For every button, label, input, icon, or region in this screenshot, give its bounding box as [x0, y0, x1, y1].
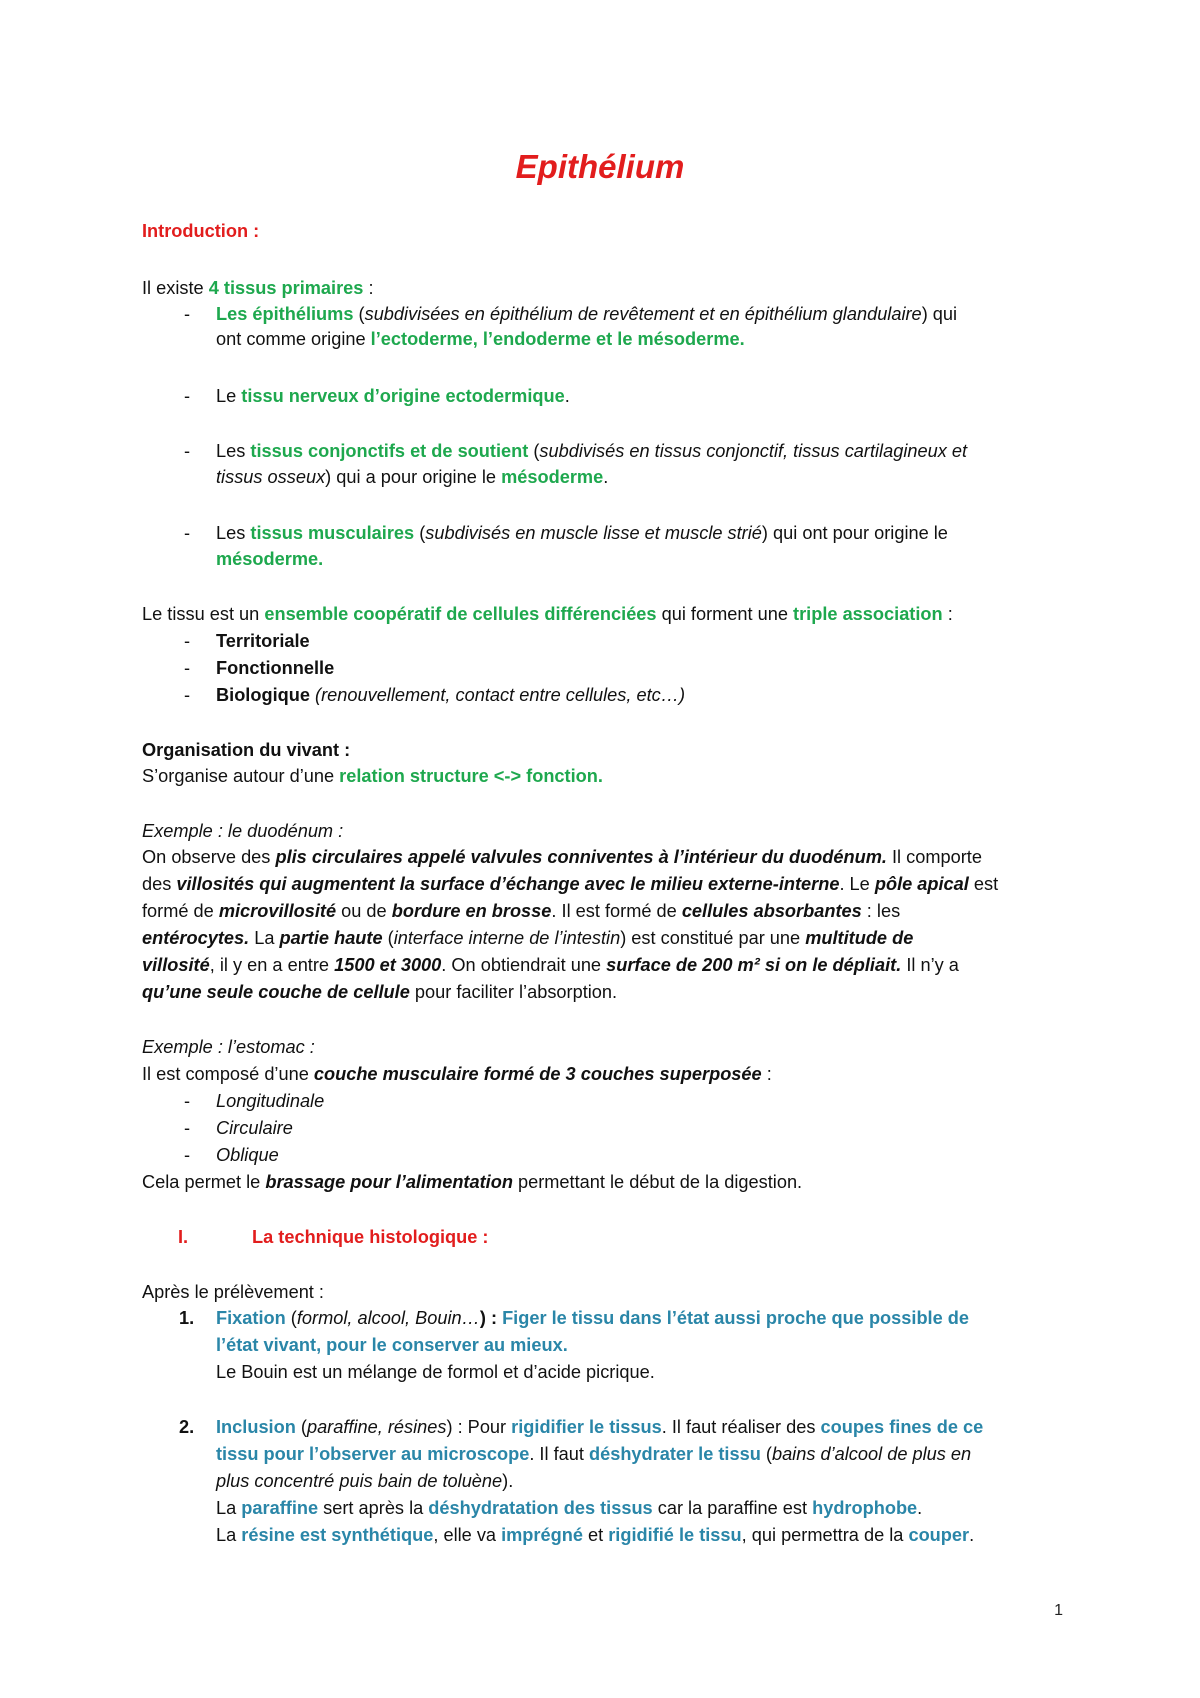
bullet-dash: - — [184, 304, 191, 324]
paragraph-line: formé de microvillosité ou de bordure en brosse. Il est formé de cellules absorbantes : les — [142, 901, 901, 921]
list-item: Oblique — [216, 1145, 279, 1165]
step-line: Le Bouin est un mélange de formol et d’acide picrique. — [216, 1362, 655, 1382]
list-item: Circulaire — [216, 1118, 293, 1138]
list-item: Longitudinale — [216, 1091, 325, 1111]
paragraph-line: qu’une seule couche de cellule pour faciliter l’absorption. — [142, 982, 618, 1002]
bullet-dash: - — [184, 1118, 191, 1138]
bullet-dash: - — [184, 441, 191, 461]
list-item: Biologique (renouvellement, contact entre cellules, etc…) — [216, 685, 686, 705]
paragraph-line: On observe des plis circulaires appelé valvules conniventes à l’intérieur du duodénum. Il comporte — [142, 847, 982, 867]
bullet-dash: - — [184, 685, 191, 705]
intro-heading: Introduction : — [142, 221, 260, 241]
bullet-dash: - — [184, 386, 191, 406]
paragraph-line: villosité, il y en a entre 1500 et 3000. On obtiendrait une surface de 200 m² si on le dépliait. Il n’y a — [142, 955, 959, 975]
bullet-dash: - — [184, 658, 191, 678]
bullet-dash: - — [184, 523, 191, 543]
step-line: Inclusion (paraffine, résines) : Pour rigidifier le tissus. Il faut réaliser des coupes fines de ce — [216, 1417, 984, 1437]
bullet-dash: - — [184, 1091, 191, 1111]
step-number: 1. — [179, 1308, 195, 1328]
list-item-continued: mésoderme. — [216, 549, 324, 569]
list-item-continued: tissus osseux) qui a pour origine le mésoderme. — [216, 467, 609, 487]
bullet-dash: - — [184, 631, 191, 651]
step-line: plus concentré puis bain de toluène). — [216, 1471, 514, 1491]
page-number: 1 — [1054, 1602, 1063, 1619]
step-line: La résine est synthétique, elle va imprégné et rigidifié le tissu, qui permettra de la couper. — [216, 1525, 975, 1545]
page-title: Epithélium — [515, 148, 685, 185]
list-item: Les tissus conjonctifs et de soutient (subdivisés en tissus conjonctif, tissus cartilagineux et — [216, 441, 968, 461]
bullet-dash: - — [184, 1145, 191, 1165]
example-heading: Exemple : l’estomac : — [142, 1037, 315, 1057]
step-line: l’état vivant, pour le conserver au mieux. — [216, 1335, 568, 1355]
section-numeral: I. — [178, 1227, 189, 1247]
list-item: Fonctionnelle — [216, 658, 335, 678]
paragraph-line: Après le prélèvement : — [142, 1282, 324, 1302]
paragraph-line: des villosités qui augmentent la surface d’échange avec le milieu externe-interne. Le pôle apical est — [142, 874, 999, 894]
section-title: La technique histologique : — [252, 1227, 489, 1247]
paragraph-line: Cela permet le brassage pour l’alimentation permettant le début de la digestion. — [142, 1172, 803, 1192]
list-item: Les tissus musculaires (subdivisés en muscle lisse et muscle strié) qui ont pour origine le — [216, 523, 948, 543]
paragraph-line: Il est composé d’une couche musculaire formé de 3 couches superposée : — [142, 1064, 772, 1084]
step-line: Fixation (formol, alcool, Bouin…) : Figer le tissu dans l’état aussi proche que possible de — [216, 1308, 970, 1328]
step-line: tissu pour l’observer au microscope. Il faut déshydrater le tissu (bains d’alcool de plus en — [216, 1444, 972, 1464]
list-item: Les épithéliums (subdivisées en épithélium de revêtement et en épithélium glandulaire) qui — [216, 304, 958, 324]
paragraph-line: Le tissu est un ensemble coopératif de cellules différenciées qui forment une triple association : — [142, 604, 953, 624]
step-number: 2. — [179, 1417, 195, 1437]
list-item: Territoriale — [216, 631, 310, 651]
step-line: La paraffine sert après la déshydratation des tissus car la paraffine est hydrophobe. — [216, 1498, 923, 1518]
paragraph-line: S’organise autour d’une relation structure <-> fonction. — [142, 766, 603, 786]
example-heading: Exemple : le duodénum : — [142, 821, 344, 841]
paragraph-line: entérocytes. La partie haute (interface interne de l’intestin) est constitué par une multitude de — [142, 928, 914, 948]
section-heading: Organisation du vivant : — [142, 740, 351, 760]
intro-line: Il existe 4 tissus primaires : — [142, 278, 374, 298]
list-item-continued: ont comme origine l’ectoderme, l’endoderme et le mésoderme. — [216, 329, 745, 349]
list-item: Le tissu nerveux d’origine ectodermique. — [216, 386, 570, 406]
